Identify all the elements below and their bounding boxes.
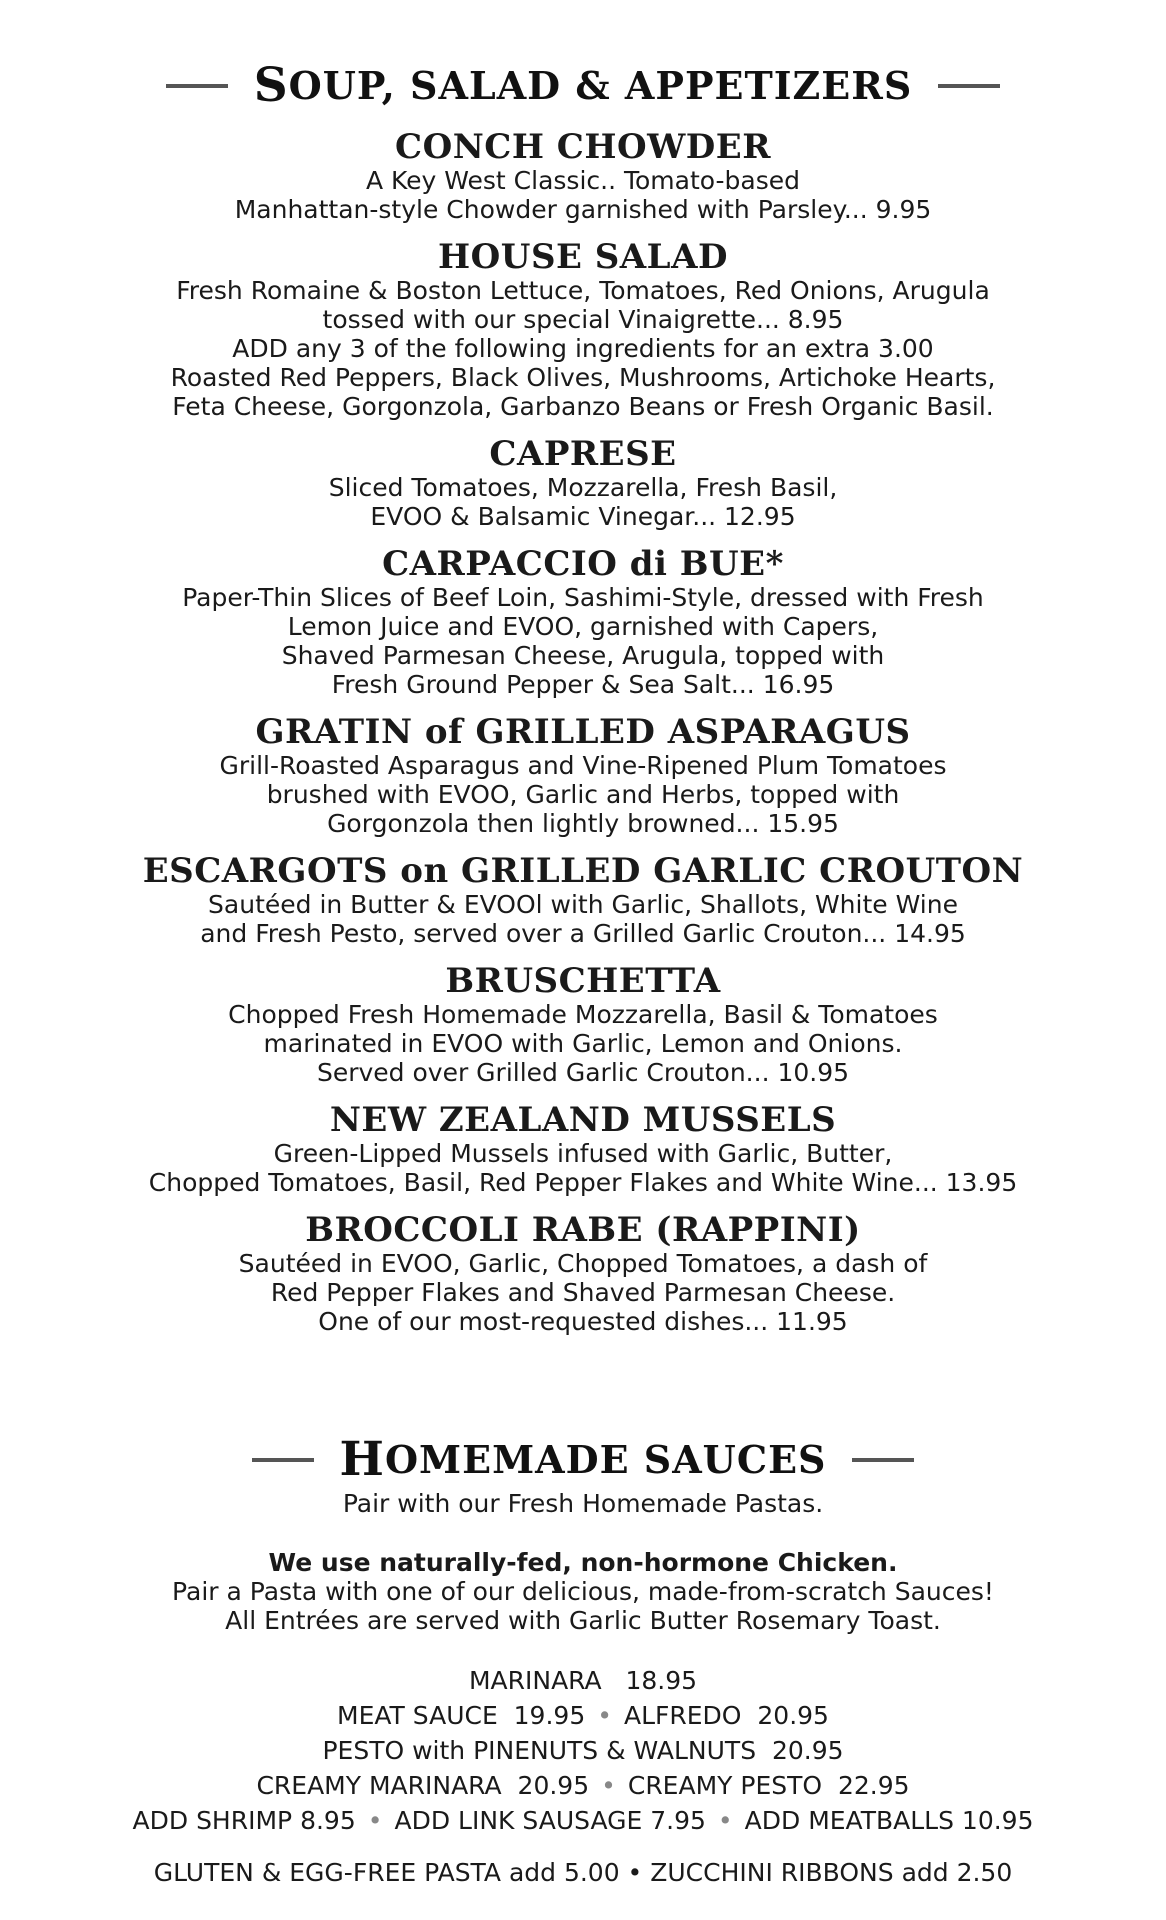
sauce-price-line [0,1768,1166,1803]
menu-item-name: CONCH CHOWDER [395,127,771,167]
title-rule-right [852,1458,914,1462]
section-title-appetizers [0,58,1166,113]
menu-item-description: Grill-Roasted Asparagus and Vine-Ripened Plum Tomatoes [219,751,947,780]
title-rule-right [938,84,1000,88]
menu-item-description: Sautéed in Butter & EVOOl with Garlic, Shallots, White Wine [208,890,958,919]
menu-item-description: brushed with EVOO, Garlic and Herbs, topped with [266,780,900,809]
menu-item-description: Green-Lipped Mussels infused with Garlic, Butter, [273,1139,893,1168]
menu-item-name: ESCARGOTS on GRILLED GARLIC CROUTON [142,851,1024,891]
sauce-price-line [0,1663,1166,1698]
sauce-price-entry: PESTO with PINENUTS & WALNUTS 20.95 [322,1736,844,1765]
menu-item-description: Gorgonzola then lightly browned... 15.95 [327,809,839,838]
menu-item [0,435,1166,531]
sauce-price-entry: ADD SHRIMP 8.95 [132,1806,356,1835]
sauces-subtitle: Pair with our Fresh Homemade Pastas. [342,1489,824,1518]
menu-item-description: Paper-Thin Slices of Beef Loin, Sashimi-Style, dressed with Fresh [182,583,984,612]
menu-item-description: ADD any 3 of the following ingredients for an extra 3.00 [232,334,934,363]
menu-item-description: Sliced Tomatoes, Mozzarella, Fresh Basil, [328,473,838,502]
menu-item-description: marinated in EVOO with Garlic, Lemon and Onions. [263,1029,903,1058]
title-rule-left [166,84,228,88]
menu-item-description: Red Pepper Flakes and Shaved Parmesan Cheese. [270,1278,896,1307]
menu-item-name: NEW ZEALAND MUSSELS [329,1100,837,1140]
menu-item-description: Manhattan-style Chowder garnished with Parsley... 9.95 [234,195,932,224]
menu-item-name: BRUSCHETTA [445,961,721,1001]
menu-item-description: Served over Grilled Garlic Crouton... 10.95 [316,1058,850,1087]
menu-item-name: GRATIN of GRILLED ASPARAGUS [255,712,911,752]
sauce-price-line [0,1698,1166,1733]
sauce-price-line [0,1803,1166,1838]
sauce-price-entry: ADD LINK SAUSAGE 7.95 [394,1806,706,1835]
menu-item-description: tossed with our special Vinaigrette... 8.95 [322,305,844,334]
sauce-price-entry: ADD MEATBALLS 10.95 [744,1806,1034,1835]
menu-item-description: Fresh Ground Pepper & Sea Salt... 16.95 [331,670,835,699]
title-initial: H [339,1432,385,1487]
title-initial: S [253,58,289,113]
menu-item-name: BROCCOLI RABE (RAPPINI) [305,1210,861,1250]
menu-item [0,128,1166,224]
section-title-sauces [0,1432,1166,1487]
separator-dot: • [601,1771,616,1800]
menu-item [0,713,1166,838]
sauce-price-list [0,1663,1166,1838]
separator-dot: • [597,1701,612,1730]
pasta-options-footer: GLUTEN & EGG-FREE PASTA add 5.00 • ZUCCHINI RIBBONS add 2.50 [153,1858,1013,1887]
menu-item-description: Sautéed in EVOO, Garlic, Chopped Tomatoes, a dash of [238,1249,928,1278]
sauce-price-entry: CREAMY MARINARA 20.95 [256,1771,590,1800]
menu-item-description: EVOO & Balsamic Vinegar... 12.95 [370,502,796,531]
title-text: OUP, SALAD & APPETIZERS [288,63,913,108]
menu-item-name: HOUSE SALAD [438,237,728,277]
sauce-price-entry: MEAT SAUCE 19.95 [337,1701,586,1730]
menu-item-description: Lemon Juice and EVOO, garnished with Capers, [287,612,879,641]
chicken-note: We use naturally-fed, non-hormone Chicken. [268,1548,898,1577]
menu-item [0,962,1166,1087]
menu-item [0,238,1166,421]
toast-note: All Entrées are served with Garlic Butter Rosemary Toast. [225,1606,941,1635]
sauces-section [0,1489,1166,1887]
menu-item [0,1101,1166,1197]
menu-item-description: Shaved Parmesan Cheese, Arugula, topped with [281,641,885,670]
menu-item-description: Fresh Romaine & Boston Lettuce, Tomatoes, Red Onions, Arugula [176,276,990,305]
menu-item-description: Roasted Red Peppers, Black Olives, Mushrooms, Artichoke Hearts, [170,363,996,392]
pair-note: Pair a Pasta with one of our delicious, made-from-scratch Sauces! [172,1577,994,1606]
sauce-price-entry: CREAMY PESTO 22.95 [627,1771,910,1800]
appetizer-list [0,128,1166,1350]
sauce-price-entry: ALFREDO 20.95 [623,1701,829,1730]
menu-item-description: One of our most-requested dishes... 11.95 [318,1307,848,1336]
menu-item-name: CARPACCIO di BUE* [382,544,784,584]
sauce-price-entry: MARINARA 18.95 [468,1666,698,1695]
separator-dot: • [367,1806,383,1835]
sauce-price-line [0,1733,1166,1768]
sauce-notes [0,1548,1166,1635]
menu-item [0,852,1166,948]
menu-item-description: Feta Cheese, Gorgonzola, Garbanzo Beans or Fresh Organic Basil. [172,392,994,421]
menu-item-name: CAPRESE [489,434,677,474]
menu-item-description: Chopped Tomatoes, Basil, Red Pepper Flakes and White Wine... 13.95 [148,1168,1018,1197]
title-text: OMEMADE SAUCES [384,1437,827,1482]
menu-item-description: and Fresh Pesto, served over a Grilled Garlic Crouton... 14.95 [200,919,966,948]
separator-dot: • [717,1806,733,1835]
menu-item-description: A Key West Classic.. Tomato-based [365,166,801,195]
menu-item [0,545,1166,699]
menu-item-description: Chopped Fresh Homemade Mozzarella, Basil & Tomatoes [228,1000,938,1029]
title-rule-left [252,1458,314,1462]
menu-item [0,1211,1166,1336]
